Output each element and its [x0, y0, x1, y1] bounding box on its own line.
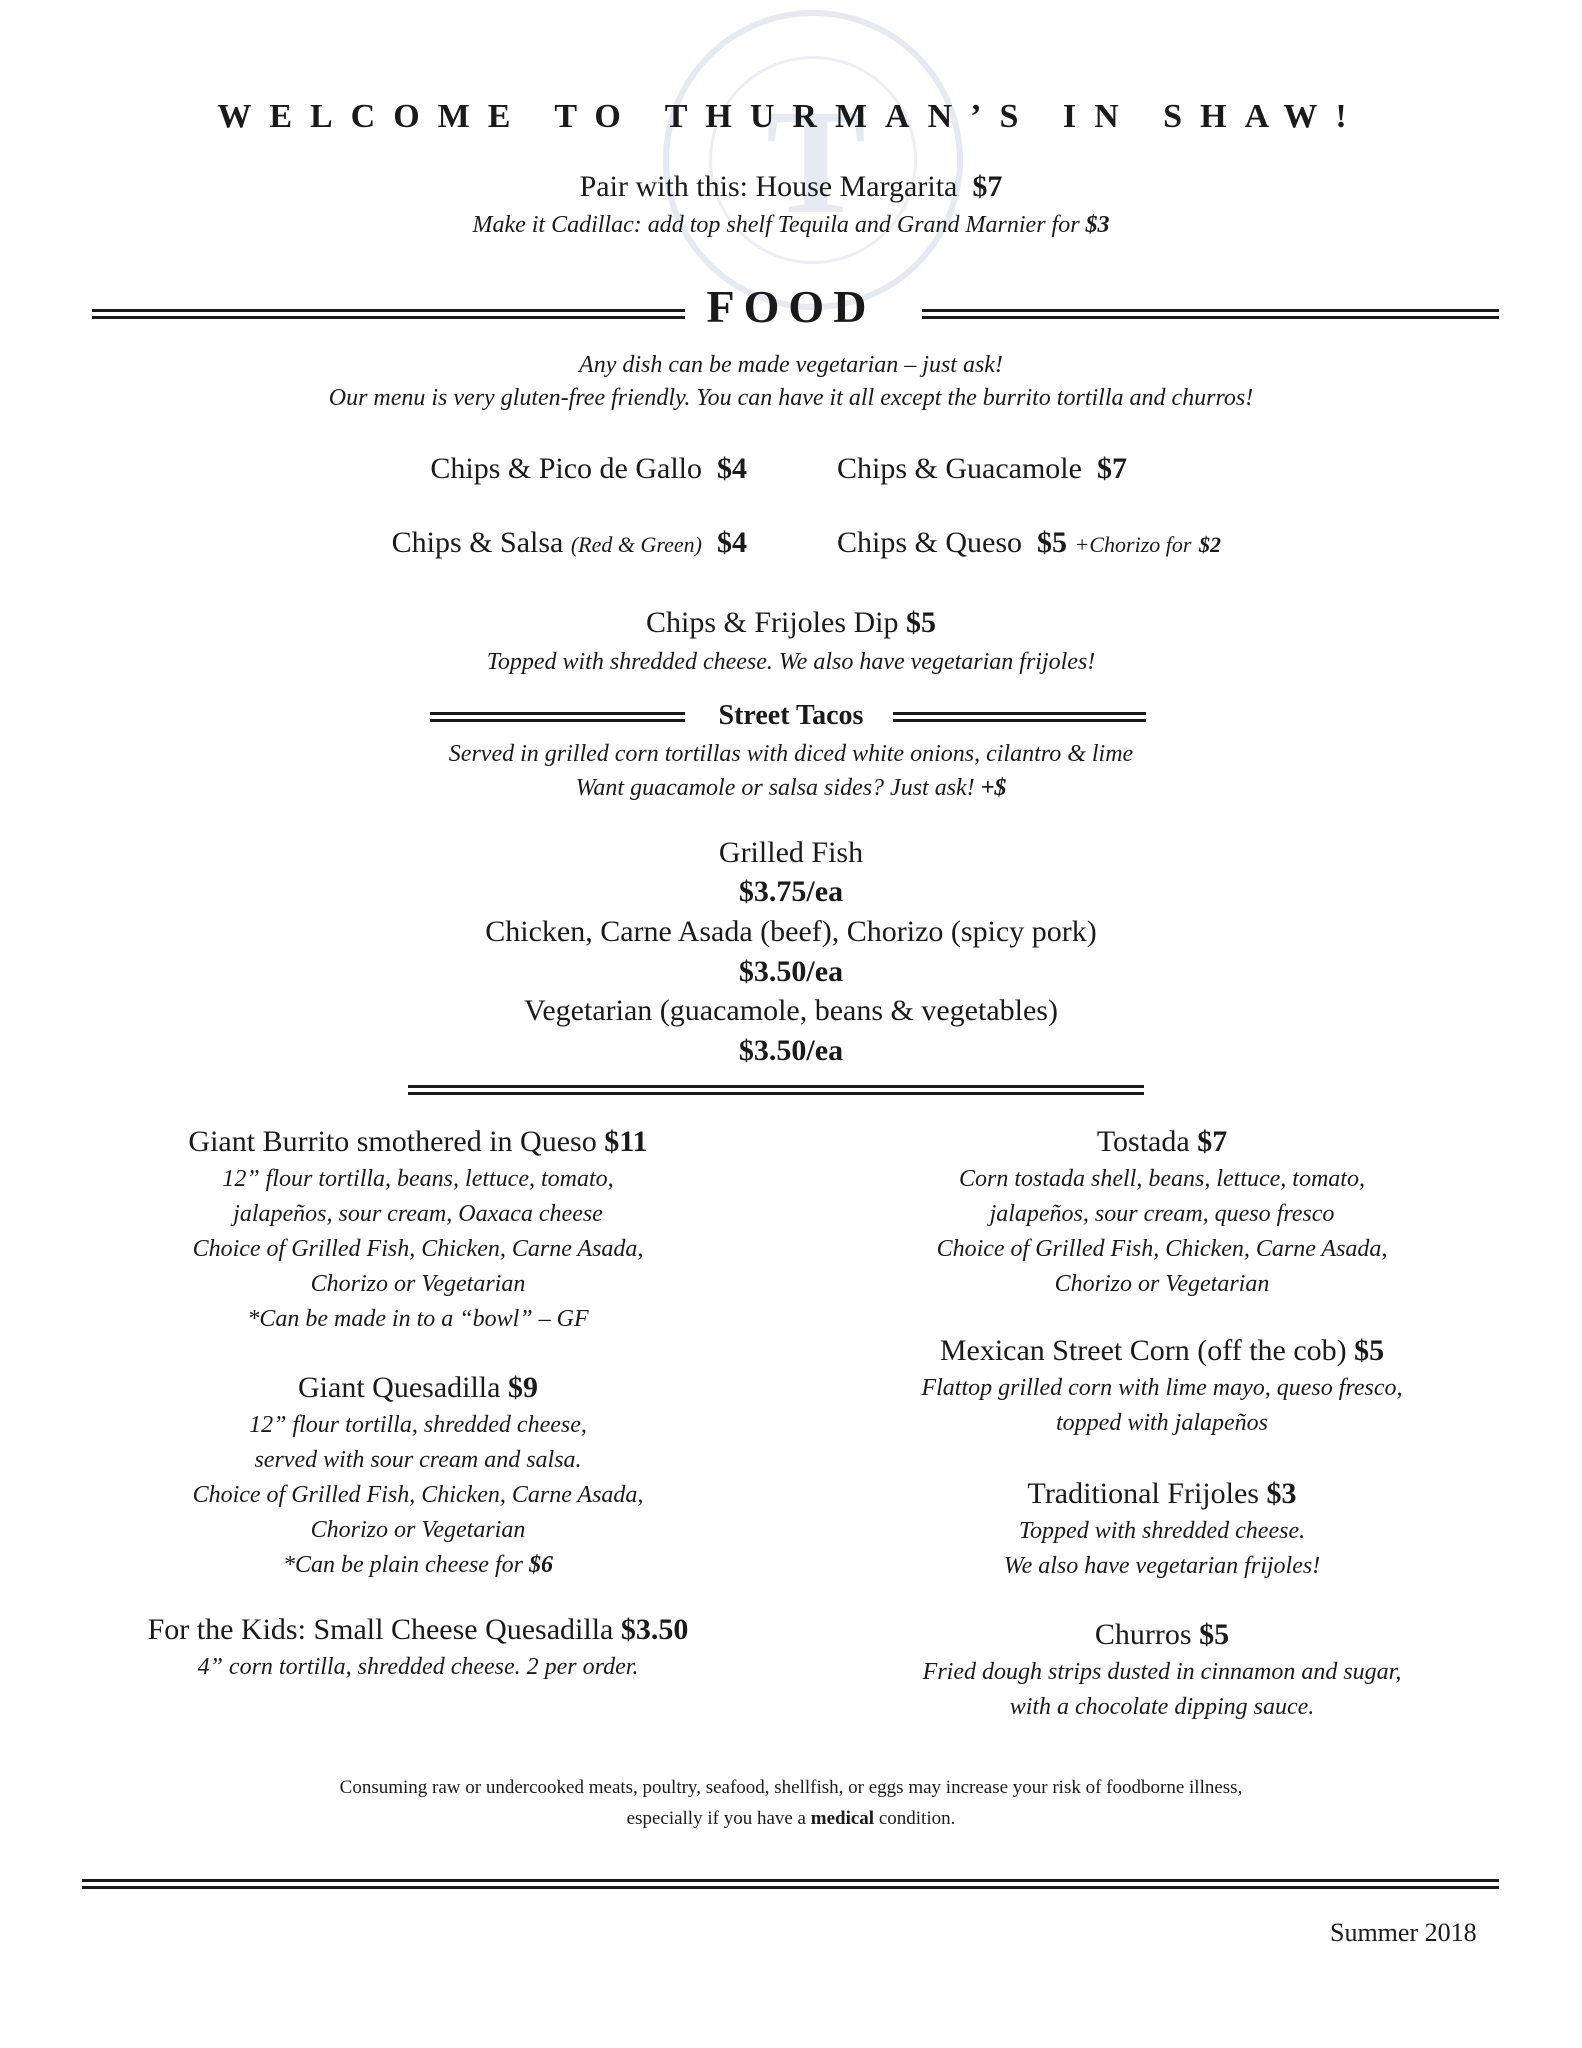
- taco-fish-name: Grilled Fish: [718, 836, 864, 869]
- taco-meat-price: $3.50/ea: [738, 955, 844, 988]
- watermark-letter: T: [765, 79, 867, 245]
- menu-item-giant-quesadilla: [118, 1368, 718, 1583]
- taco-fish-price: $3.75/ea: [738, 875, 844, 908]
- item-desc: Topped with shredded cheese.: [1018, 1518, 1306, 1544]
- menu-title: WELCOME TO THURMAN’S IN SHAW!: [217, 98, 1365, 135]
- item-price: $11: [604, 1125, 648, 1158]
- disclaimer-line-2: [0, 1803, 1582, 1834]
- food-heading: FOOD: [706, 281, 876, 332]
- tacos-heading: Street Tacos: [718, 700, 864, 731]
- item-desc: 12” flour tortilla, beans, lettuce, tomato,: [222, 1166, 614, 1192]
- taco-veg-price: $3.50/ea: [738, 1034, 844, 1067]
- menu-item-churros: [862, 1615, 1462, 1725]
- menu-item-chips-queso: [837, 526, 1221, 560]
- item-desc: 12” flour tortilla, shredded cheese,: [249, 1412, 587, 1438]
- frijoles-dip-desc: Topped with shredded cheese. We also have vegetarian frijoles!: [486, 649, 1096, 675]
- item-name: Giant Quesadilla: [298, 1371, 501, 1404]
- menu-item-traditional-frijoles: [862, 1474, 1462, 1584]
- menu-item-chips-guacamole: [837, 452, 1127, 486]
- menu-item-chips-salsa: [392, 526, 747, 560]
- item-desc: with a chocolate dipping sauce.: [1009, 1694, 1315, 1720]
- item-desc: topped with jalapeños: [1056, 1410, 1268, 1436]
- item-addon: +Chorizo for: [1074, 532, 1192, 557]
- item-desc: jalapeños, sour cream, Oaxaca cheese: [233, 1201, 603, 1227]
- vegetarian-note: Any dish can be made vegetarian – just ask!: [579, 352, 1003, 378]
- item-desc: Choice of Grilled Fish, Chicken, Carne Asada,: [192, 1236, 644, 1262]
- item-name: Churros: [1094, 1618, 1192, 1651]
- item-price: $5: [1199, 1618, 1230, 1651]
- item-desc-price: $6: [528, 1552, 553, 1578]
- menu-item-chips-pico: [430, 452, 747, 486]
- item-desc: Choice of Grilled Fish, Chicken, Carne Asada,: [192, 1482, 644, 1508]
- watermark-seal: [663, 10, 963, 310]
- item-price: $5: [906, 606, 937, 639]
- cadillac-text: Make it Cadillac: add top shelf Tequila and Grand Marnier for: [472, 212, 1080, 238]
- item-name: For the Kids: Small Cheese Quesadilla: [147, 1613, 614, 1646]
- item-price: $7: [1197, 1125, 1228, 1158]
- tacos-desc: Served in grilled corn tortillas with diced white onions, cilantro & lime: [448, 741, 1134, 767]
- item-price: $3.50: [620, 1613, 689, 1646]
- tacos-rule-bottom: [408, 1085, 1144, 1095]
- item-name: Chips & Salsa: [391, 526, 564, 559]
- item-price: $4: [717, 452, 747, 485]
- item-note: (Red & Green): [570, 532, 702, 557]
- taco-meat-name: Chicken, Carne Asada (beef), Chorizo (spicy pork): [485, 915, 1097, 948]
- item-name: Chips & Frijoles Dip: [645, 606, 899, 639]
- pair-label: Pair with this: House Margarita: [579, 170, 958, 203]
- item-name: Tostada: [1096, 1125, 1190, 1158]
- tacos-sides: [0, 775, 1582, 802]
- cadillac-price: $3: [1085, 212, 1110, 238]
- item-desc: *Can be plain cheese for: [283, 1552, 523, 1578]
- pair-line: [0, 170, 1582, 204]
- disclaimer-bold: medical: [810, 1808, 875, 1829]
- item-desc: Flattop grilled corn with lime mayo, queso fresco,: [921, 1375, 1403, 1401]
- item-name: Chips & Queso: [837, 526, 1023, 559]
- footer-rule: [82, 1879, 1499, 1889]
- item-price: $3: [1266, 1477, 1297, 1510]
- item-desc: jalapeños, sour cream, queso fresco: [989, 1201, 1335, 1227]
- taco-veg-name: Vegetarian (guacamole, beans & vegetables): [524, 994, 1058, 1027]
- item-price: $5: [1354, 1334, 1385, 1367]
- season-label: Summer 2018: [1330, 1918, 1477, 1947]
- menu-item-kids-quesadilla: [118, 1610, 718, 1685]
- menu-item-street-corn: [862, 1331, 1462, 1441]
- disclaimer-text: especially if you have a: [626, 1808, 806, 1829]
- cadillac-line: [0, 212, 1582, 239]
- item-name: Chips & Pico de Gallo: [430, 452, 702, 485]
- item-desc: *Can be made in to a “bowl” – GF: [247, 1306, 589, 1332]
- gluten-free-note: Our menu is very gluten-free friendly. You can have it all except the burrito tortilla and churros!: [328, 385, 1254, 411]
- item-desc: Chorizo or Vegetarian: [310, 1517, 526, 1543]
- pair-price: $7: [972, 170, 1003, 203]
- item-desc: Chorizo or Vegetarian: [310, 1271, 526, 1297]
- food-safety-disclaimer: [0, 1772, 1582, 1834]
- item-desc: served with sour cream and salsa.: [254, 1447, 582, 1473]
- item-name: Chips & Guacamole: [837, 452, 1082, 485]
- item-price: $4: [717, 526, 747, 559]
- item-desc: Fried dough strips dusted in cinnamon and sugar,: [922, 1659, 1402, 1685]
- tacos-sides-text: Want guacamole or salsa sides? Just ask!: [575, 775, 975, 801]
- item-name: Mexican Street Corn (off the cob): [939, 1334, 1347, 1367]
- item-desc: Chorizo or Vegetarian: [1054, 1271, 1270, 1297]
- item-price: $5: [1037, 526, 1068, 559]
- disclaimer-line-1: Consuming raw or undercooked meats, poultry, seafood, shellfish, or eggs may increase your risk of foodborne illness,: [339, 1777, 1243, 1798]
- item-price: $9: [507, 1371, 538, 1404]
- item-addon-price: $2: [1198, 532, 1221, 557]
- item-desc: Corn tostada shell, beans, lettuce, tomato,: [959, 1166, 1365, 1192]
- menu-item-chips-frijoles: [0, 606, 1582, 640]
- disclaimer-text: condition.: [878, 1808, 956, 1829]
- item-name: Giant Burrito smothered in Queso: [188, 1125, 597, 1158]
- item-desc: We also have vegetarian frijoles!: [1003, 1553, 1321, 1579]
- item-desc: 4” corn tortilla, shredded cheese. 2 per order.: [197, 1654, 639, 1680]
- item-price: $7: [1096, 452, 1127, 485]
- tacos-sides-price: +$: [980, 775, 1007, 801]
- item-name: Traditional Frijoles: [1027, 1477, 1259, 1510]
- menu-item-tostada: [862, 1122, 1462, 1302]
- menu-item-giant-burrito: [118, 1122, 718, 1337]
- item-desc: Choice of Grilled Fish, Chicken, Carne Asada,: [936, 1236, 1388, 1262]
